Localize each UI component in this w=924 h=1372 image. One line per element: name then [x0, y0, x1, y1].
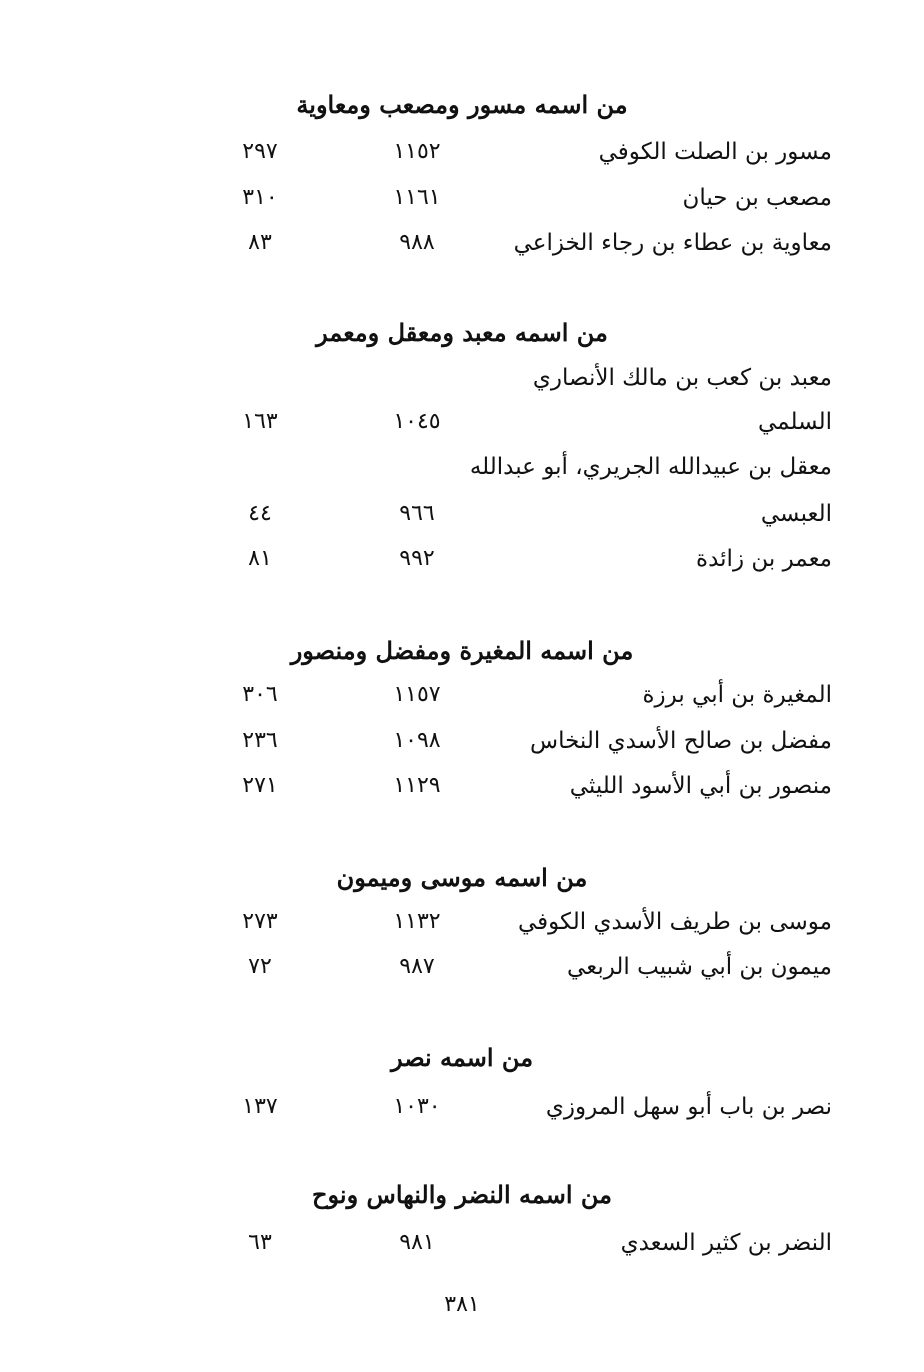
index-row [0, 904, 924, 940]
index-row [0, 225, 924, 261]
index-row [0, 949, 924, 985]
entry-page: ٣٠٦ [242, 682, 278, 707]
entry-name: معمر بن زائدة [696, 546, 832, 572]
entry-page: ٣١٠ [242, 185, 278, 210]
section-title: من اسمه نصر [390, 1043, 534, 1072]
entry-page: ١٦٣ [242, 409, 278, 434]
section-title: من اسمه النضر والنهاس ونوح [312, 1180, 612, 1209]
entry-page: ٢٧٣ [242, 909, 278, 934]
index-row [0, 360, 924, 396]
index-row [0, 449, 924, 485]
entry-number: ١١٥٧ [393, 682, 441, 707]
entry-name: معقل بن عبيدالله الجريري، أبو عبدالله [469, 454, 832, 480]
entry-page: ٢٩٧ [242, 139, 278, 164]
entry-name: معبد بن كعب بن مالك الأنصاري [532, 365, 832, 391]
entry-name: النضر بن كثير السعدي [620, 1230, 832, 1256]
entry-name: مصعب بن حيان [682, 185, 832, 211]
entry-number: ١١٣٢ [393, 909, 441, 934]
entry-number: ٩٨١ [399, 1230, 435, 1255]
section-title: من اسمه مسور ومصعب ومعاوية [296, 90, 628, 119]
index-row [0, 134, 924, 170]
entry-name: مسور بن الصلت الكوفي [598, 139, 832, 165]
entry-page: ٢٧١ [242, 773, 278, 798]
index-row [0, 768, 924, 804]
entry-number: ٩٩٢ [399, 546, 435, 571]
entry-name: مفضل بن صالح الأسدي النخاس [530, 728, 832, 754]
entry-page: ٦٣ [248, 1230, 272, 1255]
entry-name: ميمون بن أبي شبيب الربعي [567, 954, 832, 980]
entry-name: نصر بن باب أبو سهل المروزي [545, 1094, 832, 1120]
entry-number: ٩٨٨ [399, 230, 435, 255]
entry-number: ١٠٩٨ [393, 728, 441, 753]
index-row [0, 723, 924, 759]
entry-page: ٨١ [248, 546, 272, 571]
index-row [0, 180, 924, 216]
entry-number: ٩٦٦ [399, 501, 435, 526]
index-row [0, 1225, 924, 1261]
entry-name: السلمي [758, 409, 832, 435]
entry-number: ٩٨٧ [399, 954, 435, 979]
entry-page: ١٣٧ [242, 1094, 278, 1119]
entry-page: ٤٤ [248, 501, 272, 526]
index-row [0, 1089, 924, 1125]
entry-page: ٧٢ [248, 954, 272, 979]
section-title: من اسمه معبد ومعقل ومعمر [316, 318, 608, 347]
entry-name: منصور بن أبي الأسود الليثي [569, 773, 832, 799]
entry-number: ١١٦١ [393, 185, 441, 210]
entry-number: ١٠٤٥ [393, 409, 441, 434]
page-number: ٣٨١ [444, 1292, 480, 1317]
entry-name: العبسي [760, 501, 832, 527]
entry-number: ١١٢٩ [393, 773, 441, 798]
index-row [0, 541, 924, 577]
entry-name: المغيرة بن أبي برزة [642, 682, 832, 708]
entry-page: ٢٣٦ [242, 728, 278, 753]
index-row [0, 677, 924, 713]
section-title: من اسمه موسى وميمون [336, 863, 588, 892]
section-title: من اسمه المغيرة ومفضل ومنصور [290, 636, 634, 665]
entry-name: معاوية بن عطاء بن رجاء الخزاعي [513, 230, 832, 256]
index-row [0, 404, 924, 440]
index-row [0, 496, 924, 532]
entry-number: ١٠٣٠ [393, 1094, 441, 1119]
entry-name: موسى بن طريف الأسدي الكوفي [517, 909, 832, 935]
entry-number: ١١٥٢ [393, 139, 441, 164]
entry-page: ٨٣ [248, 230, 272, 255]
